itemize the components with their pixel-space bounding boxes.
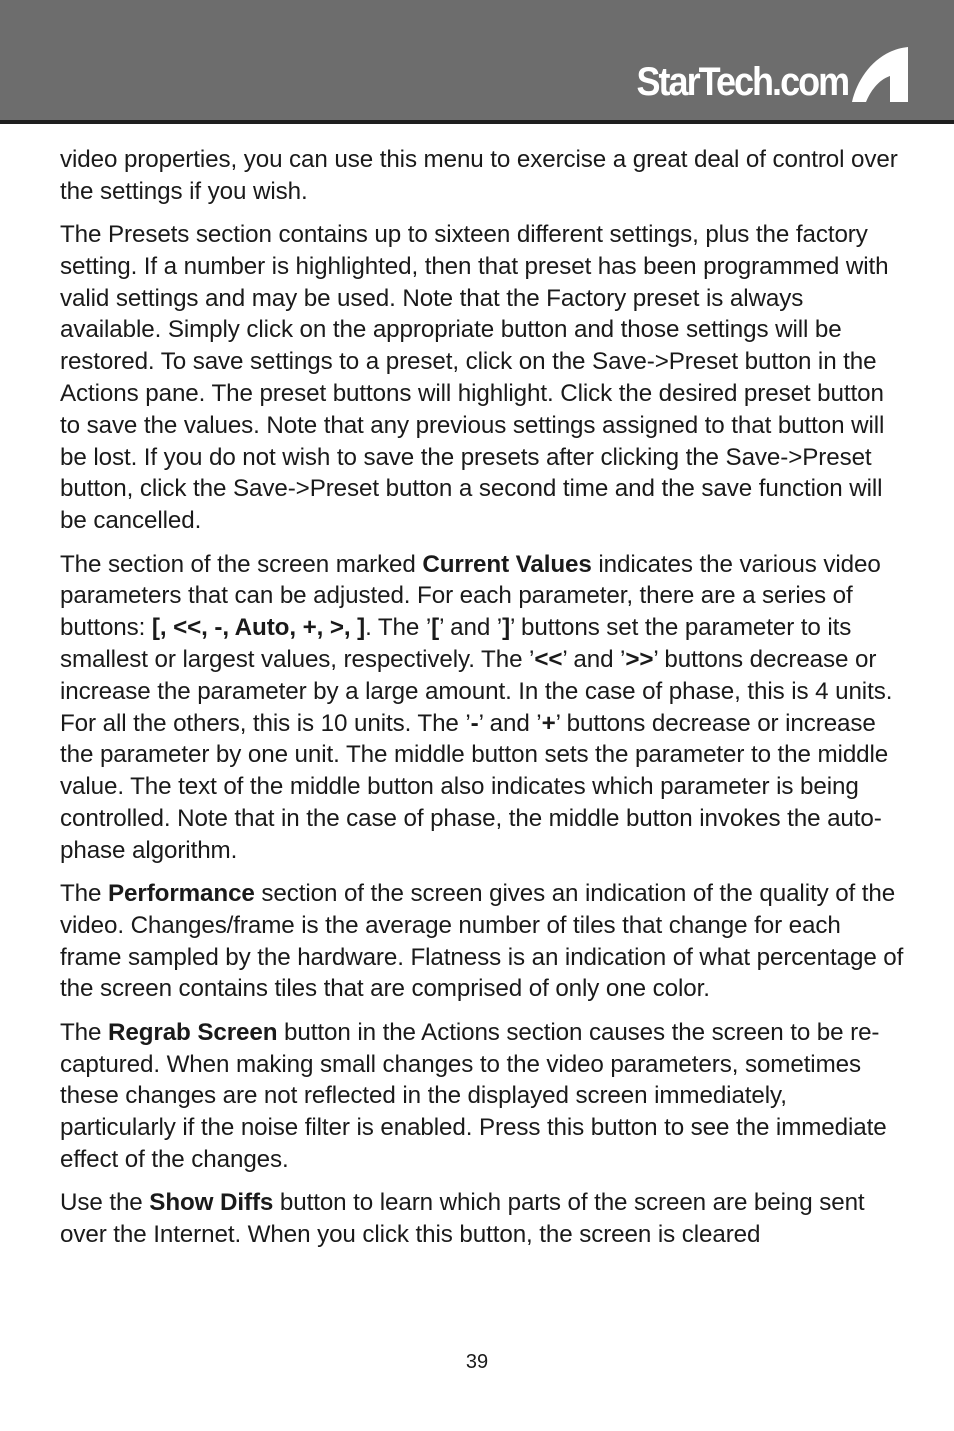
paragraph-show-diffs	[60, 1187, 906, 1251]
startech-swoosh-icon	[850, 46, 910, 104]
text-run: ’ and ’	[478, 709, 542, 737]
paragraph-regrab-screen	[60, 1017, 906, 1176]
text-run: The	[60, 880, 108, 908]
bold-term: Current Values	[422, 550, 592, 578]
bold-term: Performance	[108, 880, 255, 908]
logo-text: StarTech.com	[636, 60, 848, 104]
text-run: The	[60, 1018, 108, 1046]
paragraph-presets	[60, 219, 906, 537]
bold-term: Show Diffs	[149, 1189, 274, 1217]
paragraph-intro	[60, 144, 906, 208]
page-number: 39	[465, 1351, 489, 1373]
startech-logo	[613, 44, 910, 104]
bold-term: [	[431, 614, 440, 642]
document-body	[60, 144, 906, 1262]
text-run: Use the	[60, 1189, 150, 1217]
bold-term: >>	[625, 645, 654, 673]
bold-term: +	[541, 709, 556, 737]
text-run: The section of the screen marked	[60, 550, 423, 578]
text-run: . The ’	[365, 614, 432, 642]
text-run: ’ and ’	[439, 614, 503, 642]
bold-term: Regrab Screen	[108, 1018, 278, 1046]
text-run: ’ buttons decrease or increase the parameter by one unit. The middle button sets the parameter to the middle value. The text of the middle button also indicates which parameter is being controlled. Note that in the case of phase, the middle button invokes the auto-phase algorithm.	[60, 709, 889, 864]
text-run: section of the screen gives an indication of the quality of the video. Changes/frame is the average number of tiles that change for each frame sampled by the hardware. Flatness is an indication of what percentage of the screen contains tiles that are comprised of only one color.	[60, 880, 904, 1003]
page-header	[0, 0, 954, 124]
text-run: button in the Actions section causes the screen to be re-captured. When making small changes to the video parameters, sometimes these changes are not reflected in the displayed screen immediately, particularly if the noise filter is enabled. Press this button to see the immediate effect of the changes.	[60, 1018, 887, 1173]
text-run: indicates the various video parameters that can be adjusted. For each parameter, there are a series of buttons:	[60, 550, 881, 642]
bold-term: ]	[502, 614, 511, 642]
text-run: ’ buttons decrease or increase the parameter by a large amount. In the case of phase, this is 4 units. For all the others, this is 10 units. The ’	[60, 645, 893, 737]
text-run: ’ and ’	[562, 645, 626, 673]
paragraph-performance	[60, 878, 906, 1005]
paragraph-text: video properties, you can use this menu to exercise a great deal of control over the settings if you wish.	[60, 146, 898, 205]
text-run: ’ buttons set the parameter to its smallest or largest values, respectively. The ’	[60, 614, 852, 673]
paragraph-current-values	[60, 549, 906, 867]
bold-term: -	[470, 709, 479, 737]
paragraph-text: The Presets section contains up to sixteen different settings, plus the factory setting. If a number is highlighted, then that preset has been programmed with valid settings and may be used. Note that the Factory preset is always available. Simply click on the appropriate button and those settings will be restored. To save settings to a preset, click on the Save->Preset button in the Actions pane. The preset buttons will highlight. Click the desired preset button to save the values. Note that any previous settings assigned to that button will be lost. If you do not wish to save the presets after clicking the Save->Preset button, click the Save->Preset button a second time and the save function will be cancelled.	[60, 221, 889, 535]
bold-term: [, <<, -, Auto, +, >, ]	[151, 614, 366, 642]
bold-term: <<	[534, 645, 563, 673]
text-run: button to learn which parts of the screen are being sent over the Internet. When you click this button, the screen is cleared	[60, 1189, 865, 1248]
